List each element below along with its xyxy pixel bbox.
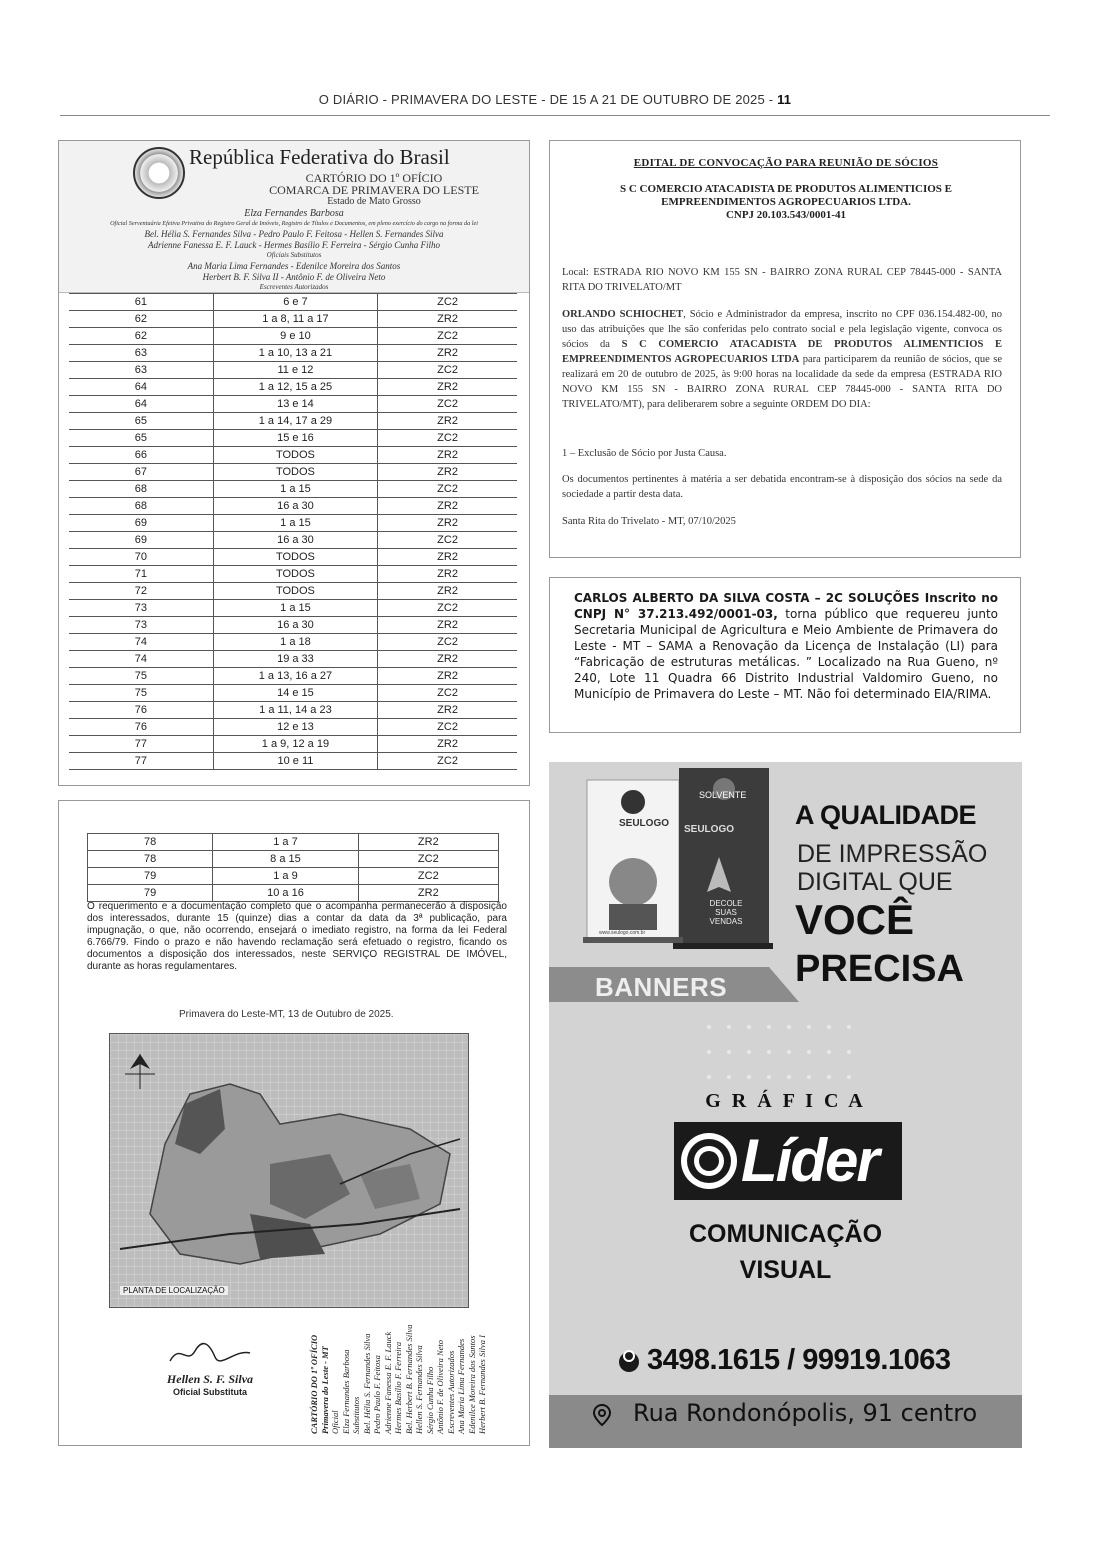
- lots-cell: 1 a 11, 14 a 23: [213, 702, 377, 719]
- quadra-cell: 66: [69, 447, 213, 464]
- stamp-line: Edenilce Moreira dos Santos: [466, 1335, 477, 1434]
- stamp-line: Adrienne Fanessa E. F. Lauck: [382, 1331, 393, 1434]
- lots-cell: 1 a 15: [213, 515, 377, 532]
- quadra-cell: 65: [69, 430, 213, 447]
- table-row: [69, 719, 517, 736]
- zone-cell: ZR2: [378, 617, 517, 634]
- letterhead-country: República Federativa do Brasil: [189, 145, 450, 169]
- stamp-line: Primavera do Leste - MT: [319, 1346, 330, 1434]
- stamp-line: Elza Fernandes Barbosa: [340, 1349, 351, 1434]
- table-row: [88, 885, 499, 902]
- map-label: PLANTA DE LOCALIZAÇÃO: [120, 1286, 228, 1295]
- license-notice-body: torna público que requereu junto Secretaria Municipal de Agricultura e Meio Ambiente de Primavera do Leste - MT – SAMA a Renovação da Licença de Instalação (LI) para “Fabricação de estruturas metálicas. ” Localizado na Rua Gueno, nº 240, Lote 11 Quadra 66 Distrito Industrial Valdomiro Gueno, no Município de Primavera do Leste – MT. Não foi determinado EIA/RIMA.: [574, 607, 998, 701]
- ad-headline-5: PRECISA: [795, 948, 964, 990]
- edital-body-part1: , Sócio e Administrador da empresa, inscrito no CPF 036.154.482-00, no uso das atribuições que lhe são conferidas pelo contrato social e pela legislação vigente, convoca os sócios da: [562, 309, 1002, 350]
- stamp-line: Ana Maria Lima Fernandes: [456, 1338, 466, 1434]
- zone-cell: ZC2: [358, 851, 498, 868]
- lots-cell: 1 a 9, 12 a 19: [213, 736, 377, 753]
- edital-company-name: S C COMERCIO ATACADISTA DE PRODUTOS ALIMENTICIOS E EMPREENDIMENTOS AGROPECUARIOS LTDA.: [620, 183, 952, 208]
- edital-title: EDITAL DE CONVOCAÇÃO PARA REUNIÃO DE SÓCIOS: [633, 157, 939, 169]
- stamp-line: Antônio F. de Oliveira Neto: [435, 1339, 445, 1434]
- location-map: [109, 1033, 469, 1308]
- letterhead-substitutes-1: Bel. Hélia S. Fernandes Silva - Pedro Paulo F. Feitosa - Hellen S. Fernandes Silva: [144, 229, 444, 239]
- table-row: [69, 464, 517, 481]
- quadra-cell: 71: [69, 566, 213, 583]
- stamp-line: Pedro Paulo F. Feitosa: [372, 1355, 382, 1434]
- lots-table: [69, 293, 517, 770]
- quadra-cell: 74: [69, 634, 213, 651]
- banner-url: www.seulogo.com.br: [599, 930, 646, 936]
- table-row: [69, 532, 517, 549]
- zone-cell: ZR2: [378, 668, 517, 685]
- edital-agenda-item: 1 – Exclusão de Sócio por Justa Causa.: [562, 448, 727, 459]
- table-row: [69, 311, 517, 328]
- table-row: [69, 634, 517, 651]
- zone-cell: ZR2: [378, 736, 517, 753]
- edital-body: [562, 307, 1002, 412]
- edital-body-part2: para participarem da reunião de sócios, que se realizará em 20 de outubro de 2025, às 9:00 horas na localidade da sede da empresa (ESTRADA RIO NOVO KM 155 SN - BAIRRO ZONA RURAL CEP 78445-000 - SANTA RITA DO TRIVELATO/MT), para deliberarem sobre a seguinte ORDEM DO DIA:: [562, 354, 1002, 410]
- lots-cell: TODOS: [213, 549, 377, 566]
- quadra-cell: 77: [69, 753, 213, 770]
- table-row: [69, 566, 517, 583]
- letterhead-officer: Elza Fernandes Barbosa: [244, 208, 344, 219]
- zone-cell: ZC2: [378, 634, 517, 651]
- lots-cell: 13 e 14: [213, 396, 377, 413]
- table-row: [69, 362, 517, 379]
- lots-cell: 1 a 8, 11 a 17: [213, 311, 377, 328]
- quadra-cell: 69: [69, 532, 213, 549]
- edital-place-date: Santa Rita do Trivelato - MT, 07/10/2025: [562, 516, 736, 527]
- quadra-cell: 64: [69, 379, 213, 396]
- lots-cell: 1 a 14, 17 a 29: [213, 413, 377, 430]
- table-row: [69, 328, 517, 345]
- quadra-cell: 79: [88, 885, 213, 902]
- quadra-cell: 78: [88, 834, 213, 851]
- registry-notice-text: O requerimento e a documentação completo que o acompanha permanecerão à disposição dos interessados, durante 15 (quinze) dias a contar da data da 3ª publicação, para impugnação, o que, não ocorrendo, ensejará o imediato registro, na forma da lei Federal 6.766/79. Findo o prazo e não havendo reclamação será efetuado o registro, ficando os documentos a disposição dos interessados, neste SERVIÇO REGISTRAL DE IMÓVEL, durante as horas regulamentares.: [87, 901, 507, 972]
- ad-service-2: VISUAL: [739, 1256, 832, 1284]
- edital-body-company: S C COMERCIO ATACADISTA DE PRODUTOS ALIMENTICIOS E EMPREENDIMENTOS AGROPECUARIOS LTDA: [562, 339, 1002, 365]
- cartorio-stamp: [309, 1326, 489, 1436]
- lots-cell: 16 a 30: [213, 498, 377, 515]
- edital-convocacao: [549, 140, 1021, 558]
- location-map-drawing: [110, 1034, 469, 1308]
- quadra-cell: 65: [69, 413, 213, 430]
- zone-cell: ZR2: [378, 549, 517, 566]
- grafica-lider-ad: [549, 762, 1022, 1448]
- table-row: [88, 851, 499, 868]
- zone-cell: ZR2: [378, 345, 517, 362]
- lots-cell: 14 e 15: [213, 685, 377, 702]
- zone-cell: ZC2: [378, 753, 517, 770]
- lots-cell: 12 e 13: [213, 719, 377, 736]
- letterhead-officer-role: Oficial Serventuária Efetiva Privativa do Registro Geral de Imóveis, Registro de Títulos e Documentos, em pleno exercício do cargo na forma da lei: [110, 220, 478, 227]
- stamp-line: Bel. Hélia S. Fernandes Silva: [361, 1333, 372, 1434]
- quadra-cell: 69: [69, 515, 213, 532]
- quadra-cell: 73: [69, 617, 213, 634]
- lots-cell: 19 a 33: [213, 651, 377, 668]
- letterhead-comarca: COMARCA DE PRIMAVERA DO LESTE: [269, 183, 479, 197]
- table-row: [88, 868, 499, 885]
- stamp-line: Escreventes Autorizados: [445, 1350, 456, 1434]
- ad-headline-4: VOCÊ: [795, 896, 915, 943]
- lots-cell: 9 e 10: [213, 328, 377, 345]
- stamp-line: Sérgio Cunha Filho: [424, 1366, 435, 1434]
- ad-service-1: COMUNICAÇÃO: [688, 1220, 883, 1248]
- banner-solvent: SOLVENTE: [699, 790, 747, 800]
- quadra-cell: 64: [69, 396, 213, 413]
- stamp-line: Bel. Herbert B. Fernandes Silva: [403, 1324, 414, 1434]
- table-row: [69, 668, 517, 685]
- zone-cell: ZR2: [378, 311, 517, 328]
- table-row: [69, 481, 517, 498]
- cartorio-notice-part1: [58, 140, 530, 786]
- quadra-cell: 68: [69, 481, 213, 498]
- zone-cell: ZR2: [378, 651, 517, 668]
- cartorio-notice-part2: [58, 800, 530, 1446]
- zone-cell: ZR2: [378, 413, 517, 430]
- quadra-cell: 75: [69, 685, 213, 702]
- quadra-cell: 79: [88, 868, 213, 885]
- quadra-cell: 74: [69, 651, 213, 668]
- zone-cell: ZR2: [378, 583, 517, 600]
- lots-cell: 1 a 7: [213, 834, 358, 851]
- table-row: [69, 651, 517, 668]
- zone-cell: ZC2: [378, 719, 517, 736]
- zone-cell: ZR2: [378, 379, 517, 396]
- zone-cell: ZR2: [378, 498, 517, 515]
- zone-cell: ZR2: [378, 515, 517, 532]
- table-row: [69, 583, 517, 600]
- handwritten-signature: [165, 1341, 255, 1367]
- letterhead-clerks-2: Herbert B. F. Silva II - Antônio F. de Oliveira Neto: [202, 272, 386, 282]
- stamp-line: Herbert B. Fernandes Silva I: [477, 1335, 487, 1434]
- quadra-cell: 63: [69, 362, 213, 379]
- letterhead-state: Estado de Mato Grosso: [327, 196, 421, 207]
- zone-cell: ZC2: [378, 328, 517, 345]
- banners-label: BANNERS: [595, 972, 728, 1002]
- quadra-cell: 75: [69, 668, 213, 685]
- lots-cell: TODOS: [213, 583, 377, 600]
- stamp-line: Hellen S. Fernandes Silva: [414, 1345, 424, 1434]
- edital-convener: ORLANDO SCHIOCHET: [562, 309, 684, 320]
- stamp-line: CARTÓRIO DO 1º OFÍCIO: [309, 1334, 319, 1434]
- zone-cell: ZC2: [378, 362, 517, 379]
- ad-headline-3: DIGITAL QUE: [797, 868, 953, 896]
- table-row: [69, 447, 517, 464]
- cartorio-letterhead: [59, 141, 529, 293]
- quadra-cell: 72: [69, 583, 213, 600]
- lots-cell: TODOS: [213, 464, 377, 481]
- zone-cell: ZC2: [378, 685, 517, 702]
- table-row: [69, 685, 517, 702]
- ad-address: Rua Rondonópolis, 91 centro: [633, 1399, 978, 1427]
- stamp-line: Oficial: [330, 1410, 340, 1434]
- ad-headline-1: A QUALIDADE: [795, 800, 976, 830]
- license-notice: [549, 577, 1021, 733]
- table-row: [69, 294, 517, 311]
- zone-cell: ZC2: [358, 868, 498, 885]
- lots-cell: 1 a 9: [213, 868, 358, 885]
- stamp-line: Substitutos: [351, 1396, 361, 1434]
- zone-cell: ZC2: [378, 430, 517, 447]
- edital-cnpj: CNPJ 20.103.543/0001-41: [725, 209, 847, 221]
- lots-cell: 1 a 10, 13 a 21: [213, 345, 377, 362]
- location-pin-icon: [593, 1404, 611, 1426]
- quadra-cell: 76: [69, 719, 213, 736]
- letterhead-office: CARTÓRIO DO 1º OFÍCIO: [305, 171, 443, 185]
- table-row: [69, 498, 517, 515]
- zone-cell: ZC2: [378, 600, 517, 617]
- table-row: [69, 702, 517, 719]
- signatory-name: Hellen S. F. Silva: [166, 1372, 254, 1386]
- table-row: [69, 345, 517, 362]
- zone-cell: ZR2: [378, 464, 517, 481]
- lots-cell: 1 a 12, 15 a 25: [213, 379, 377, 396]
- table-row: [69, 515, 517, 532]
- zone-cell: ZC2: [378, 396, 517, 413]
- lots-table-continued: [87, 833, 499, 902]
- ad-brand: Líder: [741, 1127, 878, 1194]
- lots-cell: 11 e 12: [213, 362, 377, 379]
- ad-headline-2: DE IMPRESSÃO: [797, 840, 988, 868]
- lots-cell: 1 a 15: [213, 481, 377, 498]
- license-notice-text: [574, 590, 998, 702]
- lots-cell: 16 a 30: [213, 532, 377, 549]
- banner-logo-left: SEULOGO: [619, 818, 670, 829]
- quadra-cell: 67: [69, 464, 213, 481]
- ad-phones: 3498.1615 / 99919.1063: [647, 1344, 951, 1376]
- quadra-cell: 78: [88, 851, 213, 868]
- lots-cell: TODOS: [213, 447, 377, 464]
- lots-cell: 6 e 7: [213, 294, 377, 311]
- zone-cell: ZR2: [378, 702, 517, 719]
- lots-cell: 10 a 16: [213, 885, 358, 902]
- banner-slogan: DECOLE SUAS VENDAS: [709, 899, 743, 926]
- header-title: O DIÁRIO - PRIMAVERA DO LESTE - DE 15 A 21 DE OUTUBRO DE 2025 -: [318, 92, 778, 107]
- ad-grafica: G R Á F I C A: [705, 1090, 866, 1112]
- stamp-line: Hermes Basílio F. Ferreira: [393, 1341, 403, 1434]
- whatsapp-icon: [623, 1350, 635, 1362]
- lots-cell: 16 a 30: [213, 617, 377, 634]
- license-notice-company: CARLOS ALBERTO DA SILVA COSTA – 2C SOLUÇÕES Inscrito no CNPJ N° 37.213.492/0001-03,: [574, 591, 998, 621]
- quadra-cell: 73: [69, 600, 213, 617]
- zone-cell: ZR2: [358, 834, 498, 851]
- lots-cell: TODOS: [213, 566, 377, 583]
- table-row: [69, 600, 517, 617]
- edital-company: [570, 183, 1002, 222]
- table-row: [69, 753, 517, 770]
- letterhead-substitutes-label: Oficiais Substitutos: [266, 251, 322, 259]
- table-row: [69, 736, 517, 753]
- page-number: 11: [777, 92, 792, 107]
- zone-cell: ZC2: [378, 532, 517, 549]
- table-row: [69, 396, 517, 413]
- quadra-cell: 62: [69, 311, 213, 328]
- lots-cell: 8 a 15: [213, 851, 358, 868]
- table-row: [69, 549, 517, 566]
- quadra-cell: 76: [69, 702, 213, 719]
- banner-logo-right: SEULOGO: [684, 824, 735, 835]
- zone-cell: ZR2: [358, 885, 498, 902]
- zone-cell: ZC2: [378, 481, 517, 498]
- table-row: [88, 834, 499, 851]
- table-row: [69, 413, 517, 430]
- quadra-cell: 62: [69, 328, 213, 345]
- quadra-cell: 61: [69, 294, 213, 311]
- zone-cell: ZC2: [378, 294, 517, 311]
- lots-cell: 15 e 16: [213, 430, 377, 447]
- quadra-cell: 63: [69, 345, 213, 362]
- page-header: [60, 92, 1050, 116]
- lots-cell: 1 a 18: [213, 634, 377, 651]
- table-row: [69, 617, 517, 634]
- signature-block: [155, 1341, 265, 1397]
- quadra-cell: 68: [69, 498, 213, 515]
- zone-cell: ZR2: [378, 447, 517, 464]
- quadra-cell: 70: [69, 549, 213, 566]
- lots-cell: 1 a 13, 16 a 27: [213, 668, 377, 685]
- letterhead-substitutes-2: Adrienne Fanessa E. F. Lauck - Hermes Basílio F. Ferreira - Sérgio Cunha Filho: [148, 240, 440, 250]
- zone-cell: ZR2: [378, 566, 517, 583]
- edital-documents: Os documentos pertinentes à matéria a ser debatida encontram-se à disposição dos sócios na sede da sociedade a partir desta data.: [562, 474, 1002, 500]
- edital-local: Local: ESTRADA RIO NOVO KM 155 SN - BAIRRO ZONA RURAL CEP 78445-000 - SANTA RITA DO TRIVELATO/MT: [562, 267, 1002, 293]
- letterhead-clerks-1: Ana Maria Lima Fernandes - Edenilce Moreira dos Santos: [187, 261, 401, 271]
- letterhead-clerks-label: Escreventes Autorizados: [259, 283, 329, 291]
- registry-notice-date: Primavera do Leste-MT, 13 de Outubro de 2025.: [179, 1009, 394, 1020]
- lots-cell: 1 a 15: [213, 600, 377, 617]
- quadra-cell: 77: [69, 736, 213, 753]
- lots-cell: 10 e 11: [213, 753, 377, 770]
- signatory-role: Oficial Substituta: [172, 1387, 247, 1397]
- table-row: [69, 430, 517, 447]
- table-row: [69, 379, 517, 396]
